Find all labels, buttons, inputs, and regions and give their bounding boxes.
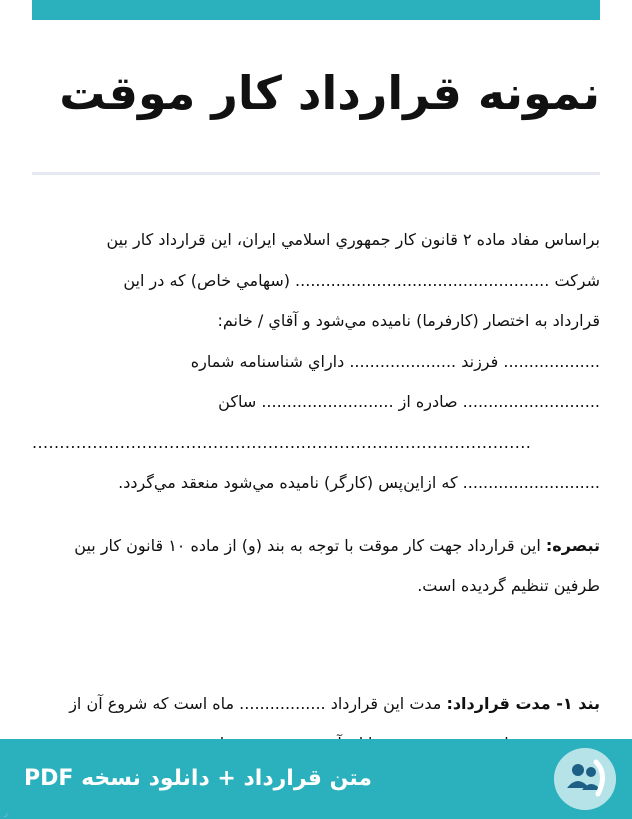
note-paragraph bbox=[32, 526, 600, 606]
top-accent-bar bbox=[32, 0, 600, 20]
download-banner[interactable] bbox=[0, 739, 632, 819]
contract-body bbox=[32, 220, 600, 765]
body-line: ........................... صادره از .......................... ساکن bbox=[218, 392, 600, 411]
page-title: نمونه قرارداد کار موقت bbox=[59, 66, 600, 120]
body-line: ................... فرزند ..................... داراي شناسنامه شماره bbox=[190, 351, 600, 371]
title-divider bbox=[32, 172, 600, 175]
body-line: براساس مفاد ماده ۲ قانون کار جمهوري اسلامي ايران، اين قرارداد کار بين bbox=[106, 230, 600, 249]
body-line: شرکت .................................................. (سهامي خاص) که در اين bbox=[123, 270, 600, 290]
clause-text: مدت اين قرارداد ................. ماه است که شروع آن از bbox=[69, 693, 447, 713]
body-line: ........................................................................................... bbox=[32, 432, 532, 452]
clause-label: بند ۱- مدت قرارداد: bbox=[446, 693, 600, 713]
body-line: ........................... که ازاين‌پس (کارگر) ناميده مي‌شود منعقد مي‌گردد. bbox=[118, 473, 600, 492]
note-label: تبصره: bbox=[545, 535, 600, 555]
note-text: اين قرارداد جهت کار موقت با توجه به بند (و) از ماده ۱۰ قانون کار بين bbox=[74, 535, 546, 555]
site-logo-icon bbox=[554, 748, 616, 810]
body-line: قرارداد به اختصار (کارفرما) ناميده مي‌شود و آقاي / خانم: bbox=[217, 311, 600, 330]
note-text: طرفين تنظيم گرديده است. bbox=[417, 575, 600, 595]
corner-mark: ر bbox=[4, 808, 8, 817]
download-banner-text[interactable]: متن قرارداد + دانلود نسخه PDF bbox=[24, 766, 372, 791]
